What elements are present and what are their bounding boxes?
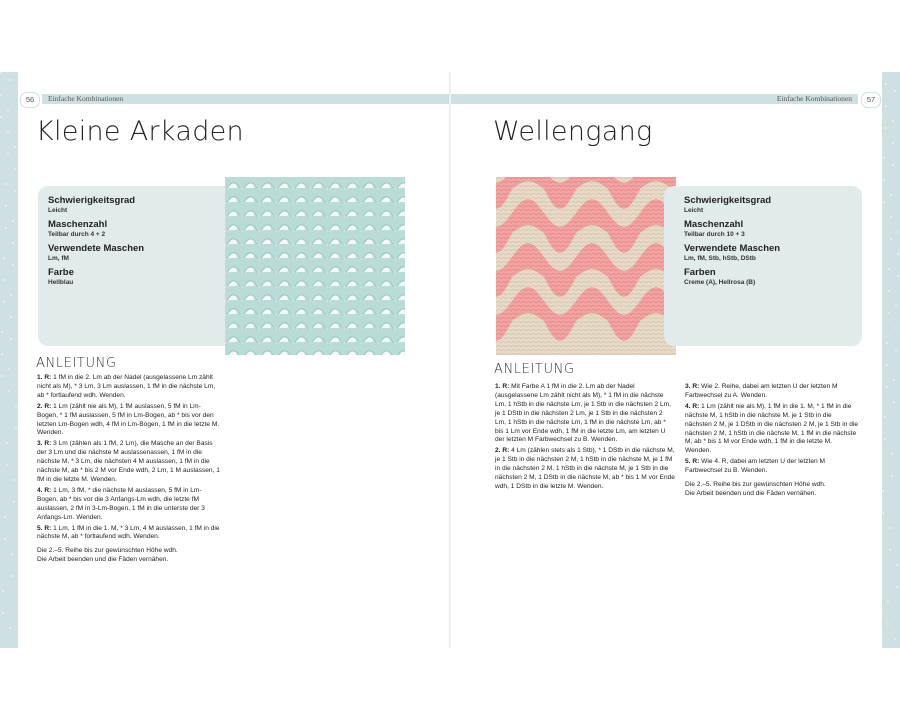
info-value: Hellblau bbox=[48, 279, 74, 286]
step-text: 3 Lm (zählen als 1 fM, 2 Lm), die Masche an der Basis der 3 Lm und die nächste M auslassenassen, 1 fM in die nächste M, * 3 Lm, die nächsten 4 M auslassen, 1 fM in die nächste M, ab * bis 2 M vor Ende wdh, 2 Lm, 1 M auslassen, 1 fM in die letzte M. Wenden. bbox=[37, 440, 220, 483]
info-label: Maschenzahl bbox=[684, 219, 744, 230]
info-item bbox=[48, 243, 144, 263]
info-item bbox=[48, 267, 74, 287]
instruction-step bbox=[495, 447, 675, 492]
instruction-step bbox=[685, 458, 860, 476]
instruction-step bbox=[37, 440, 220, 485]
cream-pink-wave-swatch-image bbox=[496, 177, 676, 355]
step-text: Mit Farbe A 1 fM in die 2. Lm ab der Nadel (ausgelassene Lm zählt nicht als M), * 1 fM in die nächste Lm, 1 hStb in die nächste Lm, je 1 Stb in die nächsten 2 Lm, je 1 DStb in die nächsten 2 Lm, je 1 Stb in die nächsten 2 Lm, 1 hStb in die nächste Lm, 1 fM in die nächste Lm, ab * bis 1 Lm vor Ende wdh, 1 fM in die letzte Lm, am letzten U der letzten M Farbwechsel zu B. Wenden. bbox=[495, 383, 671, 444]
info-item bbox=[684, 219, 745, 239]
step-text: 1 Lm (zählt nie als M), 1 fM auslassen, 5 fM in Lm-Bogen, * 1 fM auslassen, 5 fM in Lm-Bogen, ab * bis vor den letzten Lm-Bogen wdh, 4 fM in Lm-Bogen, 1 fM in die letzte M. Wenden. bbox=[37, 402, 220, 437]
step-text: Wie 2. Reihe, dabei am letzten U der letzten M Farbwechsel zu A. Wenden. bbox=[685, 383, 838, 399]
info-item bbox=[48, 195, 135, 215]
info-label: Farben bbox=[684, 267, 716, 278]
step-text: 1 Lm, 1 fM in die 1. M, * 3 Lm, 4 M auslassen, 1 fM in die nächste M, ab * fortlaufend wdh. Wenden. bbox=[37, 524, 220, 541]
info-value: Leicht bbox=[684, 207, 704, 214]
info-label: Schwierigkeitsgrad bbox=[684, 195, 772, 206]
left-running-head: Einfache Kombinationen bbox=[48, 94, 124, 103]
instruction-step bbox=[495, 383, 675, 445]
step-text: 1 Lm (zählt nie als M), 1 fM in die 1. M, * 1 fM in die nächste M, 1 hStb in die nächste M, je 1 Stb in die nächsten 2 M, je 1 DStb in die nächsten 2 M, je 1 Stb in die nächsten 2 M, 1 hStb in die nächste M, 1 fM in die nächste M, ab * bis 1 M vor Ende wdh, 1 fM in die letzte M. Wenden. bbox=[685, 402, 859, 455]
left-info-box bbox=[38, 186, 238, 346]
right-instructions-column-2 bbox=[685, 383, 860, 499]
left-instructions-heading: ANLEITUNG bbox=[36, 356, 117, 371]
step-text: Wie 4. R, dabei am letzten U der letzten M Farbwechsel zu B. Wenden. bbox=[685, 458, 826, 475]
step-number: 4. R: bbox=[685, 402, 700, 410]
info-value: Leicht bbox=[48, 207, 68, 214]
step-text: 4 Lm (zählen stets als 1 Stb), * 1 DStb in die nächste M, je 1 Stb in die nächsten 2 M, 1 hStb in die nächste M, je 1 fM in die nächsten 2 M, 1 hStb in die nächste M, je 1 Stb in die nächsten 2 M, 1 DStb in die nächste M, ab * bis 1 M vor Ende wdh, 1 DStb in die letzte M. Wenden. bbox=[495, 447, 675, 490]
closing-line: Die Arbeit beenden und die Fäden vernähen. bbox=[37, 556, 169, 564]
step-number: 4. R: bbox=[37, 486, 52, 494]
instruction-step bbox=[685, 403, 860, 456]
step-number: 1. R: bbox=[495, 383, 510, 390]
step-text: 1 Lm, 3 fM, * die nächste M auslassen, 5 fM in Lm-Bogen, ab * bis vor die 3 Anfangs-Lm wdh, die letzte fM auslassen, 2 fM in 3-Lm-Bogen, 1 fM in die unterste der 3 Anfangs-Lm. Wenden. bbox=[37, 486, 205, 521]
info-label: Verwendete Maschen bbox=[684, 243, 781, 254]
instruction-step bbox=[685, 383, 860, 401]
right-instructions-column-1 bbox=[495, 383, 675, 494]
info-item bbox=[684, 243, 780, 263]
light-blue-arches-swatch-image bbox=[225, 177, 405, 355]
step-number: 2. R: bbox=[37, 402, 52, 410]
left-page-title: Kleine Arkaden bbox=[36, 116, 244, 147]
right-instructions-heading: ANLEITUNG bbox=[494, 362, 575, 377]
step-number: 3. R: bbox=[685, 383, 700, 390]
info-value: Lm, fM bbox=[48, 255, 69, 262]
closing-line: Die 2.–5. Reihe bis zur gewünschten Höhe wdh. bbox=[685, 481, 826, 489]
step-text: 1 fM in die 2. Lm ab der Nadel (ausgelassene Lm zählt nicht als M), * 3 Lm, 3 Lm auslassen, 1 fM in die nächste Lm, ab * fortlaufend wdh. Wenden. bbox=[37, 374, 216, 399]
instruction-step bbox=[37, 525, 220, 543]
instruction-step bbox=[37, 487, 220, 523]
info-value: Teilbar durch 10 + 3 bbox=[684, 231, 745, 238]
info-value: Lm, fM, Stb, hStb, DStb bbox=[684, 255, 756, 262]
left-instructions bbox=[37, 374, 220, 565]
step-number: 2. R: bbox=[495, 447, 510, 455]
right-page-edge bbox=[882, 72, 900, 648]
closing-line: Die 2.–5. Reihe bis zur gewünschten Höhe wdh. bbox=[37, 547, 178, 555]
right-page-title: Wellengang bbox=[493, 116, 653, 147]
closing-line: Die Arbeit beenden und die Fäden vernähen. bbox=[685, 489, 817, 497]
right-running-head: Einfache Kombinationen bbox=[776, 94, 852, 103]
right-page-number: 57 bbox=[861, 92, 881, 108]
info-label: Maschenzahl bbox=[48, 219, 108, 230]
step-number: 5. R: bbox=[685, 458, 700, 466]
info-item bbox=[48, 219, 107, 239]
instruction-step bbox=[37, 403, 220, 439]
left-page-number: 56 bbox=[20, 92, 40, 108]
info-item bbox=[684, 267, 755, 287]
instruction-step bbox=[37, 374, 220, 401]
info-value: Teilbar durch 4 + 2 bbox=[48, 231, 106, 238]
left-page-edge bbox=[0, 72, 18, 648]
step-number: 5. R: bbox=[37, 524, 52, 532]
info-label: Verwendete Maschen bbox=[48, 243, 145, 254]
step-number: 3. R: bbox=[37, 440, 52, 448]
info-value: Creme (A), Hellrosa (B) bbox=[684, 279, 756, 286]
book-gutter bbox=[449, 72, 451, 648]
info-label: Schwierigkeitsgrad bbox=[48, 195, 136, 206]
info-item bbox=[684, 195, 771, 215]
info-label: Farbe bbox=[48, 267, 74, 278]
book-spread bbox=[0, 72, 900, 648]
step-number: 1. R: bbox=[37, 374, 52, 381]
right-info-box bbox=[664, 186, 862, 346]
